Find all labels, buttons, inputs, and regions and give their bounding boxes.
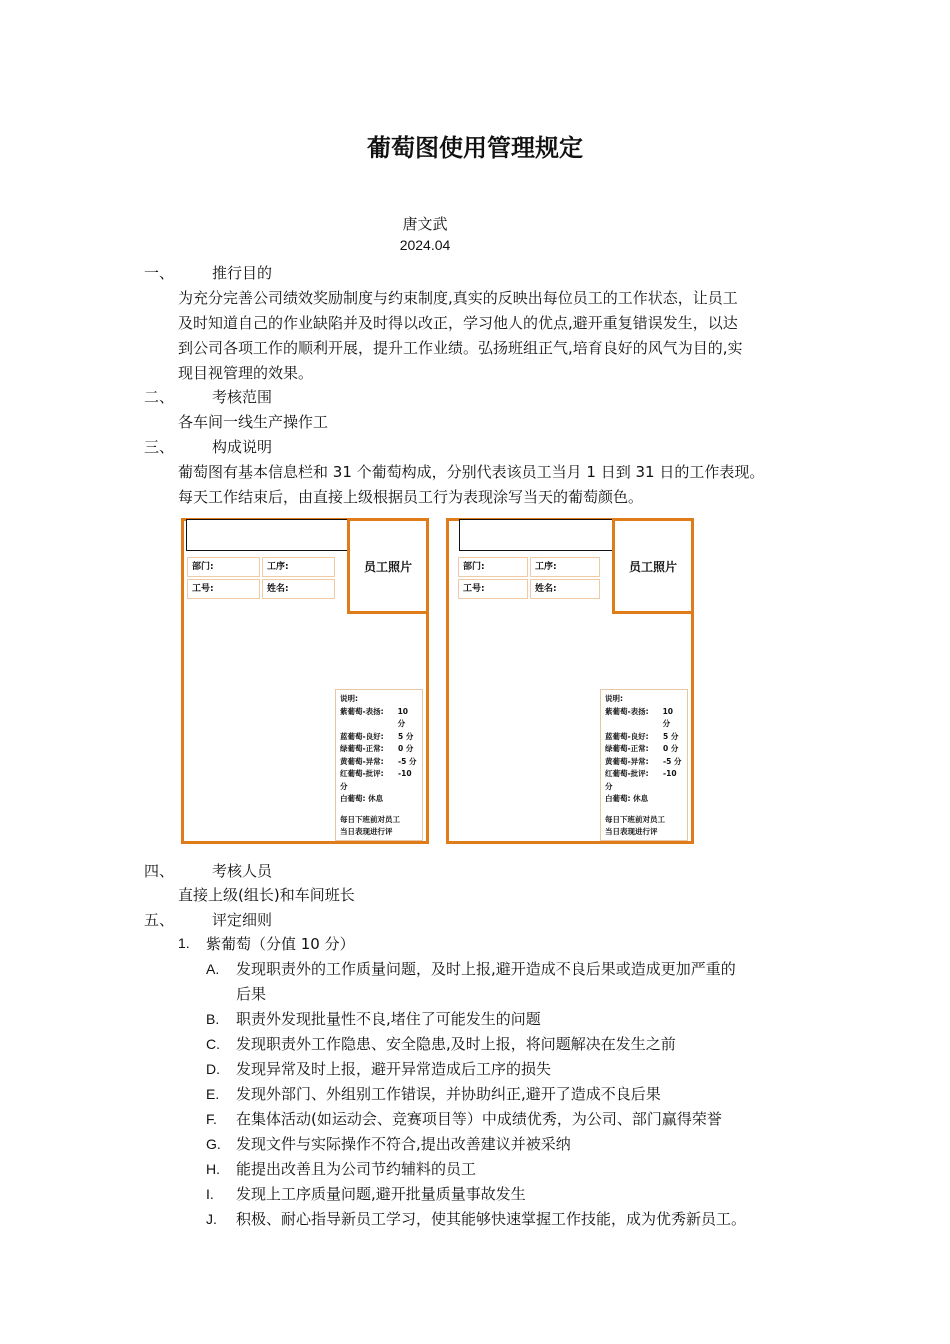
rule-item-letter: E. xyxy=(206,1086,220,1102)
legend-label: 黄葡萄-异常: xyxy=(340,756,384,766)
rule-item-text: 发现职责外的工作质量问题，及时上报,避开造成不良后果或造成更加严重的 xyxy=(236,960,736,978)
legend-row xyxy=(605,731,683,744)
legend-row xyxy=(605,768,683,781)
rule-item-text: 在集体活动(如运动会、竞赛项目等）中成绩优秀，为公司、部门赢得荣誉 xyxy=(236,1110,722,1128)
rule-item-letter: A. xyxy=(206,961,220,977)
rule-item-letter: F. xyxy=(206,1111,217,1127)
legend-label: 红葡萄-批评: xyxy=(340,769,384,778)
id-cell: 工号: xyxy=(458,579,528,599)
rule-item-letter: C. xyxy=(206,1036,220,1052)
legend-value: -10 xyxy=(663,769,677,778)
purpose-line: 及时知道自己的作业缺陷并及时得以改正，学习他人的优点,避开重复错误发生，以达 xyxy=(178,314,738,332)
section-title-rules: 评定细则 xyxy=(212,911,273,929)
legend-row xyxy=(605,743,683,756)
legend-label: 紫葡萄-表扬: xyxy=(605,706,649,716)
inspectors-text: 直接上级(组长)和车间班长 xyxy=(178,886,355,904)
legend-wrap: 分 xyxy=(340,781,348,791)
rule-item-text: 能提出改善且为公司节约辅料的员工 xyxy=(236,1160,477,1178)
purpose-line: 现目视管理的效果。 xyxy=(178,364,314,382)
legend-label: 黄葡萄-异常: xyxy=(605,756,649,766)
legend-row xyxy=(605,756,683,769)
legend-value: 5 分 xyxy=(398,731,414,741)
section-number: 二、 xyxy=(144,388,175,406)
id-cell: 工号: xyxy=(187,579,260,599)
rule-item-text: 积极、耐心指导新员工学习，使其能够快速掌握工作技能，成为优秀新员工。 xyxy=(236,1210,747,1228)
purpose-line: 到公司各项工作的顺利开展，提升工作业绩。弘扬班组正气,培育良好的风气为目的,实 xyxy=(178,339,743,357)
legend-box xyxy=(600,689,688,841)
grape-chart-card xyxy=(446,518,694,844)
basic-info-table xyxy=(452,557,600,601)
rule-item-text: 后果 xyxy=(236,985,267,1003)
legend-value: -5 分 xyxy=(663,756,682,766)
section-title-inspectors: 考核人员 xyxy=(212,862,273,880)
legend-row xyxy=(605,706,683,731)
legend-value: -5 分 xyxy=(398,756,417,766)
name-header-box xyxy=(186,519,361,551)
name-cell: 姓名: xyxy=(262,579,335,599)
rule-item-letter: I. xyxy=(206,1186,214,1202)
rule-item-text: 发现职责外工作隐患、安全隐患,及时上报，将问题解决在发生之前 xyxy=(236,1035,676,1053)
document-title: 葡萄图使用管理规定 xyxy=(367,134,583,162)
legend-label: 绿葡萄-正常: xyxy=(340,744,384,753)
legend-label: 红葡萄-批评: xyxy=(605,769,649,778)
legend-row xyxy=(340,731,418,744)
legend-value: 10 分 xyxy=(397,706,409,728)
process-cell: 工序: xyxy=(262,557,335,577)
legend-label: 蓝葡萄-良好: xyxy=(605,731,649,741)
legend-value: -10 xyxy=(398,769,412,778)
rule-title: 紫葡萄（分值 10 分） xyxy=(206,935,355,953)
section-title-scope: 考核范围 xyxy=(212,388,273,406)
section-title-purpose: 推行目的 xyxy=(212,264,273,282)
section-number: 三、 xyxy=(144,438,175,456)
legend-box xyxy=(335,689,423,841)
legend-white: 白葡萄: 休息 xyxy=(605,794,649,803)
section-number: 一、 xyxy=(144,264,175,282)
basic-info-table xyxy=(187,557,335,601)
employee-photo-box: 员工照片 xyxy=(347,518,429,614)
legend-row xyxy=(340,768,418,781)
rule-number: 1. xyxy=(178,935,190,951)
legend-value: 0 分 xyxy=(398,744,414,753)
legend-row xyxy=(340,706,418,731)
rule-item-letter: D. xyxy=(206,1061,220,1077)
legend-white: 白葡萄: 休息 xyxy=(340,794,384,803)
date: 2024.04 xyxy=(399,237,451,253)
legend-note: 当日表现进行评 xyxy=(340,827,393,836)
legend-value: 5 分 xyxy=(663,731,679,741)
grape-chart-card xyxy=(181,518,429,844)
composition-line: 每天工作结束后，由直接上级根据员工行为表现涂写当天的葡萄颜色。 xyxy=(178,488,644,506)
rule-item-text: 职责外发现批量性不良,堵住了可能发生的问题 xyxy=(236,1010,541,1028)
rule-item-letter: H. xyxy=(206,1161,220,1177)
rule-item-letter: B. xyxy=(206,1011,220,1027)
legend-label: 紫葡萄-表扬: xyxy=(340,706,384,716)
legend-note: 每日下班前对员工 xyxy=(340,814,400,824)
legend-label: 绿葡萄-正常: xyxy=(605,744,649,753)
purpose-line: 为充分完善公司绩效奖励制度与约束制度,真实的反映出每位员工的工作状态，让员工 xyxy=(178,289,738,307)
dept-cell: 部门: xyxy=(187,557,260,577)
rule-item-letter: J. xyxy=(206,1211,217,1227)
legend-row xyxy=(340,756,418,769)
rule-item-text: 发现上工序质量问题,避开批量质量事故发生 xyxy=(236,1185,526,1203)
legend-value: 0 分 xyxy=(663,744,679,753)
dept-cell: 部门: xyxy=(458,557,528,577)
rule-item-text: 发现外部门、外组别工作错误，并协助纠正,避开了造成不良后果 xyxy=(236,1085,661,1103)
name-cell: 姓名: xyxy=(530,579,600,599)
rule-item-letter: G. xyxy=(206,1136,221,1152)
section-number: 四、 xyxy=(144,862,175,880)
legend-title: 说明: xyxy=(605,694,623,703)
process-cell: 工序: xyxy=(530,557,600,577)
section-title-composition: 构成说明 xyxy=(212,438,273,456)
legend-row xyxy=(340,743,418,756)
name-header-box xyxy=(459,519,614,551)
legend-label: 蓝葡萄-良好: xyxy=(340,731,384,741)
rule-item-text: 发现异常及时上报，避开异常造成后工序的损失 xyxy=(236,1060,552,1078)
legend-value: 10 分 xyxy=(662,706,674,728)
legend-note: 当日表现进行评 xyxy=(605,827,658,836)
author: 唐文武 xyxy=(402,215,448,233)
employee-photo-box: 员工照片 xyxy=(612,518,694,614)
legend-note: 每日下班前对员工 xyxy=(605,814,665,824)
legend-wrap: 分 xyxy=(605,781,613,791)
legend-title: 说明: xyxy=(340,694,358,703)
rule-item-text: 发现文件与实际操作不符合,提出改善建议并被采纳 xyxy=(236,1135,571,1153)
scope-text: 各车间一线生产操作工 xyxy=(178,413,329,431)
composition-line: 葡萄图有基本信息栏和 31 个葡萄构成，分别代表该员工当月 1 日到 31 日的工作表现。 xyxy=(178,463,765,481)
section-number: 五、 xyxy=(144,911,175,929)
